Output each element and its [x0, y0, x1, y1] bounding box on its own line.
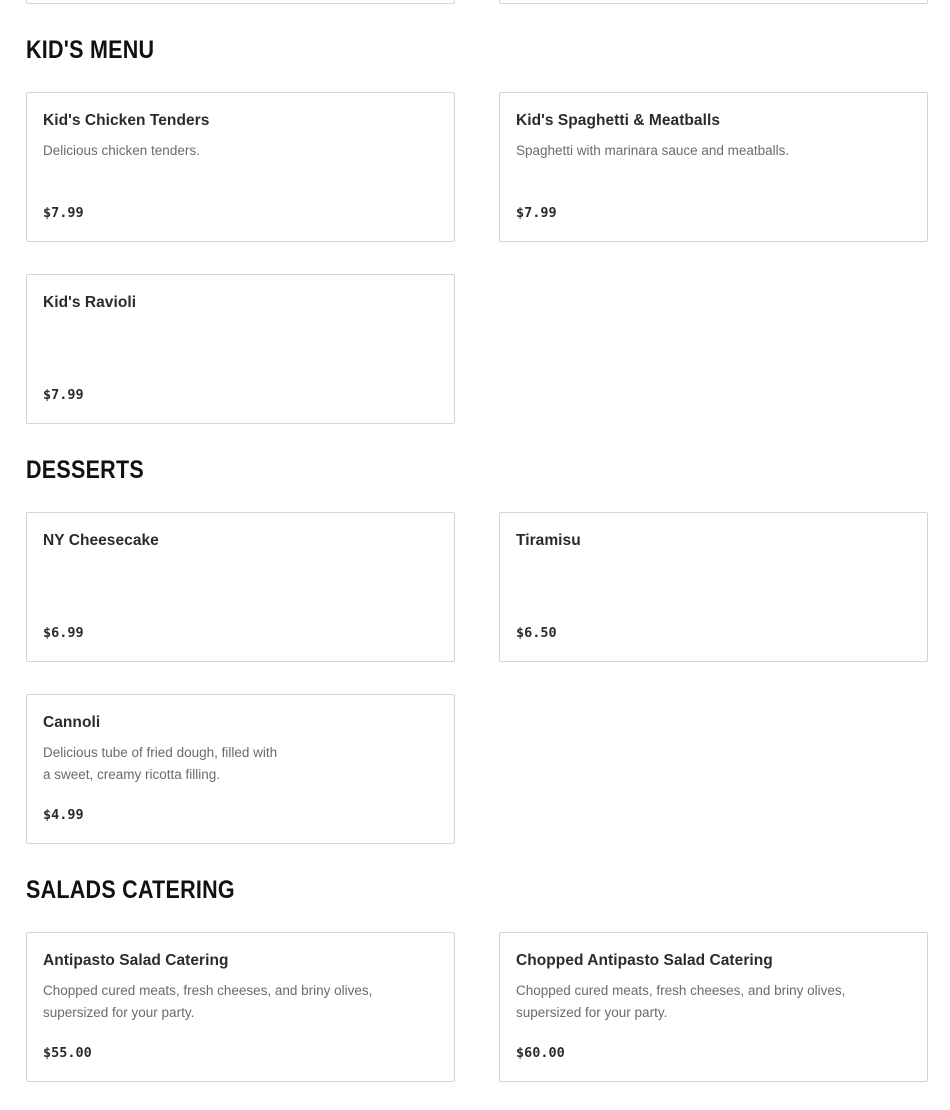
item-name: Tiramisu — [516, 532, 581, 549]
item-name: Cannoli — [43, 714, 101, 731]
item-name: Antipasto Salad Catering — [43, 952, 229, 969]
section-title-kids-menu: KID'S MENU — [26, 36, 155, 64]
menu-item-card-ny-cheesecake[interactable] — [26, 512, 455, 662]
menu-item-card-kids-chicken-tenders[interactable] — [26, 92, 455, 242]
item-description: Delicious chicken tenders. — [43, 143, 200, 158]
menu-item-card[interactable] — [499, 0, 928, 4]
menu-item-card-cannoli[interactable] — [26, 694, 455, 844]
item-description: Chopped cured meats, fresh cheeses, and briny olives, supersized for your party. — [516, 983, 846, 1020]
item-price: $7.99 — [43, 205, 84, 221]
section-title-salads-catering: SALADS CATERING — [26, 876, 235, 904]
menu-item-card-chopped-antipasto-salad-catering[interactable] — [499, 932, 928, 1082]
item-price: $55.00 — [43, 1045, 92, 1061]
item-price: $4.99 — [43, 807, 84, 823]
item-price: $7.99 — [43, 387, 84, 403]
item-description: Chopped cured meats, fresh cheeses, and briny olives, supersized for your party. — [43, 983, 373, 1020]
item-price: $7.99 — [516, 205, 557, 221]
item-description: Delicious tube of fried dough, filled with a sweet, creamy ricotta filling. — [43, 745, 278, 782]
item-name: Kid's Chicken Tenders — [43, 112, 210, 129]
item-name: NY Cheesecake — [43, 532, 159, 549]
item-price: $60.00 — [516, 1045, 565, 1061]
item-name: Chopped Antipasto Salad Catering — [516, 952, 773, 969]
item-price: $6.50 — [516, 625, 557, 641]
menu-item-card-kids-ravioli[interactable] — [26, 274, 455, 424]
section-title-desserts: DESSERTS — [26, 456, 144, 484]
item-price: $6.99 — [43, 625, 84, 641]
menu-item-card-tiramisu[interactable] — [499, 512, 928, 662]
menu-item-card-antipasto-salad-catering[interactable] — [26, 932, 455, 1082]
item-description: Spaghetti with marinara sauce and meatballs. — [516, 143, 790, 158]
item-name: Kid's Spaghetti & Meatballs — [516, 112, 720, 129]
menu-item-card-kids-spaghetti-meatballs[interactable] — [499, 92, 928, 242]
item-name: Kid's Ravioli — [43, 294, 137, 311]
menu-item-card[interactable] — [26, 0, 455, 4]
